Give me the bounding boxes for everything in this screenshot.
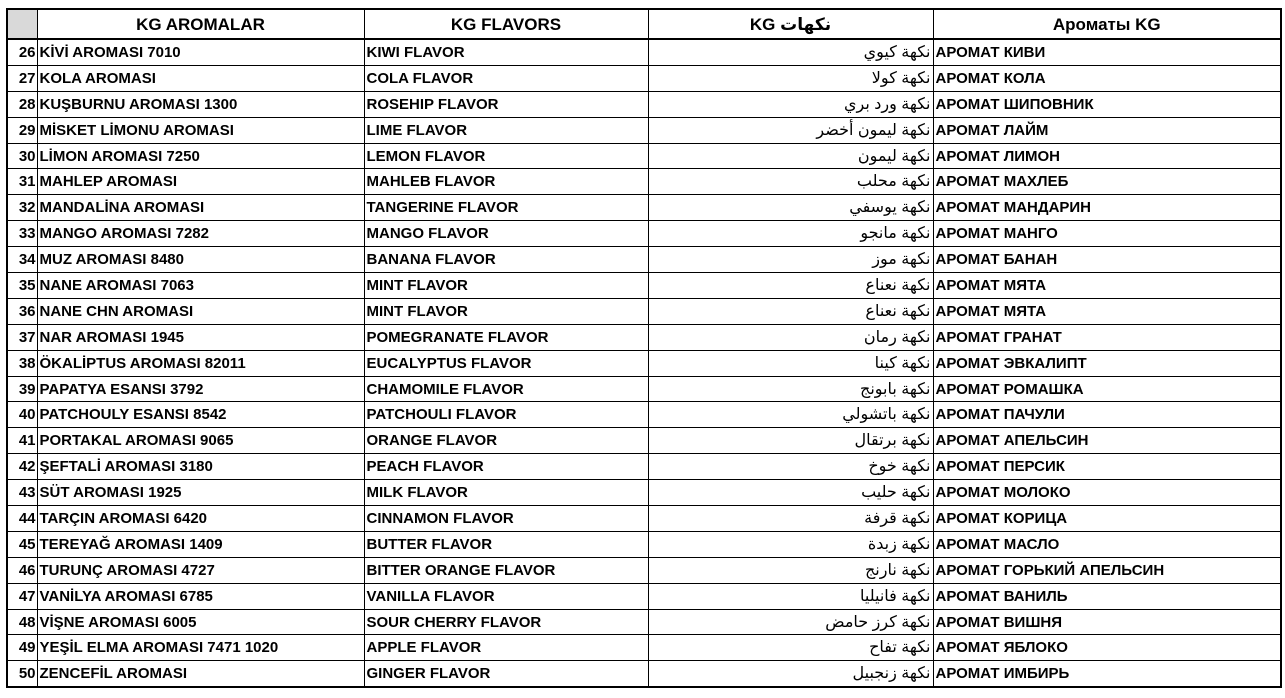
arabic-name-cell[interactable]: نكهة رمان [648, 324, 933, 350]
turkish-name-cell[interactable]: TURUNÇ AROMASI 4727 [37, 557, 364, 583]
russian-name-cell[interactable]: АРОМАТ ПАЧУЛИ [933, 402, 1281, 428]
row-number-cell[interactable]: 47 [7, 583, 37, 609]
header-turkish[interactable]: KG AROMALAR [37, 9, 364, 39]
russian-name-cell[interactable]: АРОМАТ МАНДАРИН [933, 195, 1281, 221]
russian-name-cell[interactable]: АРОМАТ ЛАЙМ [933, 117, 1281, 143]
turkish-name-cell[interactable]: KOLA AROMASI [37, 65, 364, 91]
turkish-name-cell[interactable]: VANİLYA AROMASI 6785 [37, 583, 364, 609]
russian-name-cell[interactable]: АРОМАТ ВАНИЛЬ [933, 583, 1281, 609]
row-number-cell[interactable]: 50 [7, 661, 37, 687]
english-name-cell[interactable]: LEMON FLAVOR [364, 143, 648, 169]
english-name-cell[interactable]: ROSEHIP FLAVOR [364, 91, 648, 117]
russian-name-cell[interactable]: АРОМАТ МОЛОКО [933, 480, 1281, 506]
table-row [7, 531, 1281, 557]
english-name-cell[interactable]: LIME FLAVOR [364, 117, 648, 143]
row-number-cell[interactable]: 42 [7, 454, 37, 480]
arabic-name-cell[interactable]: نكهة زبدة [648, 531, 933, 557]
arabic-name-cell[interactable]: نكهة بابونج [648, 376, 933, 402]
russian-name-cell[interactable]: АРОМАТ ЯБЛОКО [933, 635, 1281, 661]
table-row [7, 169, 1281, 195]
arabic-name-cell[interactable]: نكهة فانيليا [648, 583, 933, 609]
arabic-name-cell[interactable]: نكهة كيوي [648, 39, 933, 65]
arabic-name-cell[interactable]: نكهة ورد بري [648, 91, 933, 117]
russian-name-cell[interactable]: АРОМАТ ГОРЬКИЙ АПЕЛЬСИН [933, 557, 1281, 583]
english-name-cell[interactable]: COLA FLAVOR [364, 65, 648, 91]
turkish-name-cell[interactable]: YEŞİL ELMA AROMASI 7471 1020 [37, 635, 364, 661]
table-row [7, 454, 1281, 480]
table-body [7, 39, 1281, 687]
row-number-cell[interactable]: 46 [7, 557, 37, 583]
turkish-name-cell[interactable]: PAPATYA ESANSI 3792 [37, 376, 364, 402]
turkish-name-cell[interactable]: MANDALİNA AROMASI [37, 195, 364, 221]
row-number-cell[interactable]: 27 [7, 65, 37, 91]
arabic-name-cell[interactable]: نكهة كرز حامض [648, 609, 933, 635]
table-row [7, 143, 1281, 169]
english-name-cell[interactable]: MINT FLAVOR [364, 273, 648, 299]
table-row [7, 506, 1281, 532]
russian-name-cell[interactable]: АРОМАТ КИВИ [933, 39, 1281, 65]
russian-name-cell[interactable]: АРОМАТ АПЕЛЬСИН [933, 428, 1281, 454]
russian-name-cell[interactable]: АРОМАТ ЛИМОН [933, 143, 1281, 169]
english-name-cell[interactable]: BANANA FLAVOR [364, 247, 648, 273]
turkish-name-cell[interactable]: LİMON AROMASI 7250 [37, 143, 364, 169]
row-number-cell[interactable]: 45 [7, 531, 37, 557]
arabic-name-cell[interactable]: نكهة خوخ [648, 454, 933, 480]
english-name-cell[interactable]: MANGO FLAVOR [364, 221, 648, 247]
arabic-name-cell[interactable]: نكهة برتقال [648, 428, 933, 454]
turkish-name-cell[interactable]: PORTAKAL AROMASI 9065 [37, 428, 364, 454]
english-name-cell[interactable]: MILK FLAVOR [364, 480, 648, 506]
row-number-cell[interactable]: 36 [7, 298, 37, 324]
arabic-name-cell[interactable]: نكهة يوسفي [648, 195, 933, 221]
arabic-name-cell[interactable]: نكهة كولا [648, 65, 933, 91]
table-row [7, 39, 1281, 65]
english-name-cell[interactable]: BUTTER FLAVOR [364, 531, 648, 557]
arabic-name-cell[interactable]: نكهة موز [648, 247, 933, 273]
russian-name-cell[interactable]: АРОМАТ ГРАНАТ [933, 324, 1281, 350]
table-row [7, 65, 1281, 91]
header-english[interactable]: KG FLAVORS [364, 9, 648, 39]
turkish-name-cell[interactable]: KUŞBURNU AROMASI 1300 [37, 91, 364, 117]
arabic-name-cell[interactable]: نكهة محلب [648, 169, 933, 195]
table-row [7, 195, 1281, 221]
arabic-name-cell[interactable]: نكهة باتشولي [648, 402, 933, 428]
turkish-name-cell[interactable]: NANE CHN AROMASI [37, 298, 364, 324]
english-name-cell[interactable]: EUCALYPTUS FLAVOR [364, 350, 648, 376]
row-number-cell[interactable]: 35 [7, 273, 37, 299]
arabic-name-cell[interactable]: نكهة قرفة [648, 506, 933, 532]
english-name-cell[interactable]: SOUR CHERRY FLAVOR [364, 609, 648, 635]
table-row [7, 635, 1281, 661]
row-number-cell[interactable]: 38 [7, 350, 37, 376]
russian-name-cell[interactable]: АРОМАТ КОЛА [933, 65, 1281, 91]
arabic-name-cell[interactable]: نكهة ليمون [648, 143, 933, 169]
turkish-name-cell[interactable]: TARÇIN AROMASI 6420 [37, 506, 364, 532]
table-row [7, 480, 1281, 506]
russian-name-cell[interactable]: АРОМАТ РОМАШКА [933, 376, 1281, 402]
russian-name-cell[interactable]: АРОМАТ ШИПОВНИК [933, 91, 1281, 117]
header-number[interactable] [7, 9, 37, 39]
row-number-cell[interactable]: 26 [7, 39, 37, 65]
turkish-name-cell[interactable]: ZENCEFİL AROMASI [37, 661, 364, 687]
turkish-name-cell[interactable]: KİVİ AROMASI 7010 [37, 39, 364, 65]
table-row [7, 609, 1281, 635]
table-row [7, 324, 1281, 350]
english-name-cell[interactable]: VANILLA FLAVOR [364, 583, 648, 609]
english-name-cell[interactable]: ORANGE FLAVOR [364, 428, 648, 454]
row-number-cell[interactable]: 48 [7, 609, 37, 635]
table-header [7, 9, 1281, 39]
russian-name-cell[interactable]: АРОМАТ МЯТА [933, 273, 1281, 299]
turkish-name-cell[interactable]: MAHLEP AROMASI [37, 169, 364, 195]
table-row [7, 247, 1281, 273]
table-row [7, 221, 1281, 247]
arabic-name-cell[interactable]: نكهة نعناع [648, 273, 933, 299]
turkish-name-cell[interactable]: NAR AROMASI 1945 [37, 324, 364, 350]
header-row [7, 9, 1281, 39]
row-number-cell[interactable]: 34 [7, 247, 37, 273]
table-row [7, 428, 1281, 454]
table-row [7, 557, 1281, 583]
russian-name-cell[interactable]: АРОМАТ МАНГО [933, 221, 1281, 247]
turkish-name-cell[interactable]: ŞEFTALİ AROMASI 3180 [37, 454, 364, 480]
arabic-name-cell[interactable]: نكهة نعناع [648, 298, 933, 324]
english-name-cell[interactable]: CINNAMON FLAVOR [364, 506, 648, 532]
russian-name-cell[interactable]: АРОМАТ МАХЛЕБ [933, 169, 1281, 195]
header-russian[interactable]: Ароматы KG [933, 9, 1281, 39]
turkish-name-cell[interactable]: ÖKALİPTUS AROMASI 82011 [37, 350, 364, 376]
russian-name-cell[interactable]: АРОМАТ МЯТА [933, 298, 1281, 324]
table-row [7, 273, 1281, 299]
table-row [7, 402, 1281, 428]
english-name-cell[interactable]: MAHLEB FLAVOR [364, 169, 648, 195]
row-number-cell[interactable]: 32 [7, 195, 37, 221]
arabic-name-cell[interactable]: نكهة كينا [648, 350, 933, 376]
arabic-name-cell[interactable]: نكهة نارنج [648, 557, 933, 583]
table-row [7, 376, 1281, 402]
english-name-cell[interactable]: TANGERINE FLAVOR [364, 195, 648, 221]
table-row [7, 583, 1281, 609]
russian-name-cell[interactable]: АРОМАТ ИМБИРЬ [933, 661, 1281, 687]
english-name-cell[interactable]: KIWI FLAVOR [364, 39, 648, 65]
russian-name-cell[interactable]: АРОМАТ КОРИЦА [933, 506, 1281, 532]
row-number-cell[interactable]: 29 [7, 117, 37, 143]
turkish-name-cell[interactable]: MUZ AROMASI 8480 [37, 247, 364, 273]
russian-name-cell[interactable]: АРОМАТ ПЕРСИК [933, 454, 1281, 480]
english-name-cell[interactable]: APPLE FLAVOR [364, 635, 648, 661]
header-arabic[interactable]: نكهات KG [648, 9, 933, 39]
russian-name-cell[interactable]: АРОМАТ МАСЛО [933, 531, 1281, 557]
arabic-name-cell[interactable]: نكهة ليمون أخضر [648, 117, 933, 143]
arabic-name-cell[interactable]: نكهة مانجو [648, 221, 933, 247]
turkish-name-cell[interactable]: SÜT AROMASI 1925 [37, 480, 364, 506]
row-number-cell[interactable]: 37 [7, 324, 37, 350]
english-name-cell[interactable]: CHAMOMILE FLAVOR [364, 376, 648, 402]
row-number-cell[interactable]: 28 [7, 91, 37, 117]
russian-name-cell[interactable]: АРОМАТ ЭВКАЛИПТ [933, 350, 1281, 376]
row-number-cell[interactable]: 33 [7, 221, 37, 247]
row-number-cell[interactable]: 39 [7, 376, 37, 402]
english-name-cell[interactable]: MINT FLAVOR [364, 298, 648, 324]
row-number-cell[interactable]: 31 [7, 169, 37, 195]
table-row [7, 298, 1281, 324]
turkish-name-cell[interactable]: VİŞNE AROMASI 6005 [37, 609, 364, 635]
turkish-name-cell[interactable]: MİSKET LİMONU AROMASI [37, 117, 364, 143]
english-name-cell[interactable]: GINGER FLAVOR [364, 661, 648, 687]
table-row [7, 117, 1281, 143]
english-name-cell[interactable]: POMEGRANATE FLAVOR [364, 324, 648, 350]
english-name-cell[interactable]: BITTER ORANGE FLAVOR [364, 557, 648, 583]
arabic-name-cell[interactable]: نكهة حليب [648, 480, 933, 506]
turkish-name-cell[interactable]: MANGO AROMASI 7282 [37, 221, 364, 247]
arabic-name-cell[interactable]: نكهة تفاح [648, 635, 933, 661]
russian-name-cell[interactable]: АРОМАТ БАНАН [933, 247, 1281, 273]
row-number-cell[interactable]: 44 [7, 506, 37, 532]
table-row [7, 350, 1281, 376]
turkish-name-cell[interactable]: TEREYAĞ AROMASI 1409 [37, 531, 364, 557]
row-number-cell[interactable]: 41 [7, 428, 37, 454]
english-name-cell[interactable]: PEACH FLAVOR [364, 454, 648, 480]
flavors-table [6, 8, 1282, 688]
row-number-cell[interactable]: 40 [7, 402, 37, 428]
arabic-name-cell[interactable]: نكهة زنجبيل [648, 661, 933, 687]
turkish-name-cell[interactable]: PATCHOULY ESANSI 8542 [37, 402, 364, 428]
russian-name-cell[interactable]: АРОМАТ ВИШНЯ [933, 609, 1281, 635]
turkish-name-cell[interactable]: NANE AROMASI 7063 [37, 273, 364, 299]
row-number-cell[interactable]: 49 [7, 635, 37, 661]
row-number-cell[interactable]: 43 [7, 480, 37, 506]
table-row [7, 91, 1281, 117]
row-number-cell[interactable]: 30 [7, 143, 37, 169]
english-name-cell[interactable]: PATCHOULI FLAVOR [364, 402, 648, 428]
table-row [7, 661, 1281, 687]
